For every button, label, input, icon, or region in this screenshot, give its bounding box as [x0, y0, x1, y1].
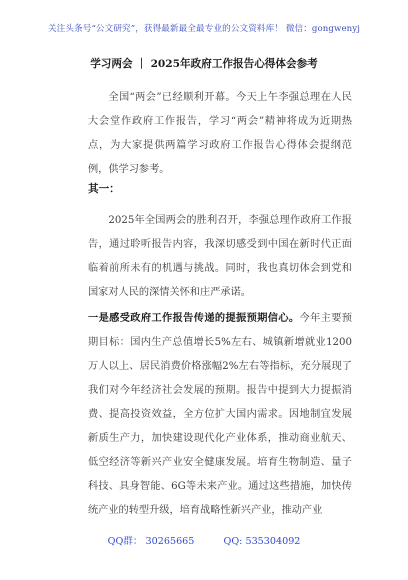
- point-one-body: 今年主要预期目标：国内生产总值增长5%左右、城镇新增就业1200万人以上、居民消费价格涨幅2%左右等指标，充分展现了我们对今年经济社会发展的预期。报告中提到大力提振消费、提高投资效益，全方位扩大国内需求。因地制宜发展新质生产力，加快建设现代化产业体系，推动商业航天、低空经济等新兴产业安全健康发展。培育生物制造、量子科技、具身智能、6G等未来产业。通过这些措施，加快传统产业的转型升级，培育战略性新兴产业，推动产业: [88, 313, 353, 516]
- header-banner: 关注头条号“公文研究”，获得最新最全最专业的公文资料库！ 微信：gongwenyj: [47, 24, 361, 34]
- section-paragraph: 2025年全国两会的胜利召开，李强总理作政府工作报告，通过聆听报告内容，我深切感受到中国在新时代正面临着前所未有的机遇与挑战。同时，我也真切体会到党和国家对人民的深情关怀和庄严承诺。: [88, 215, 352, 298]
- footer-qq-group: QQ群： 30265665: [107, 536, 195, 547]
- footer-contacts: [0, 533, 408, 547]
- section-heading: 其一：: [88, 183, 120, 195]
- intro-paragraph: 全国“两会”已经顺利开幕。今天上午李强总理在人民大会堂作政府工作报告，学习“两会”精神将成为近期热点，为大家提供两篇学习政府工作报告心得体会提纲范例，供学习参考。: [88, 92, 352, 175]
- document-title: 学习两会 ｜ 2025年政府工作报告心得体会参考: [90, 58, 318, 70]
- footer-qq-contact: QQ: 535304092: [223, 536, 301, 547]
- point-one-paragraph: [88, 306, 352, 523]
- point-one-lead: 一是感受政府工作报告传递的提振预期信心。: [88, 312, 300, 324]
